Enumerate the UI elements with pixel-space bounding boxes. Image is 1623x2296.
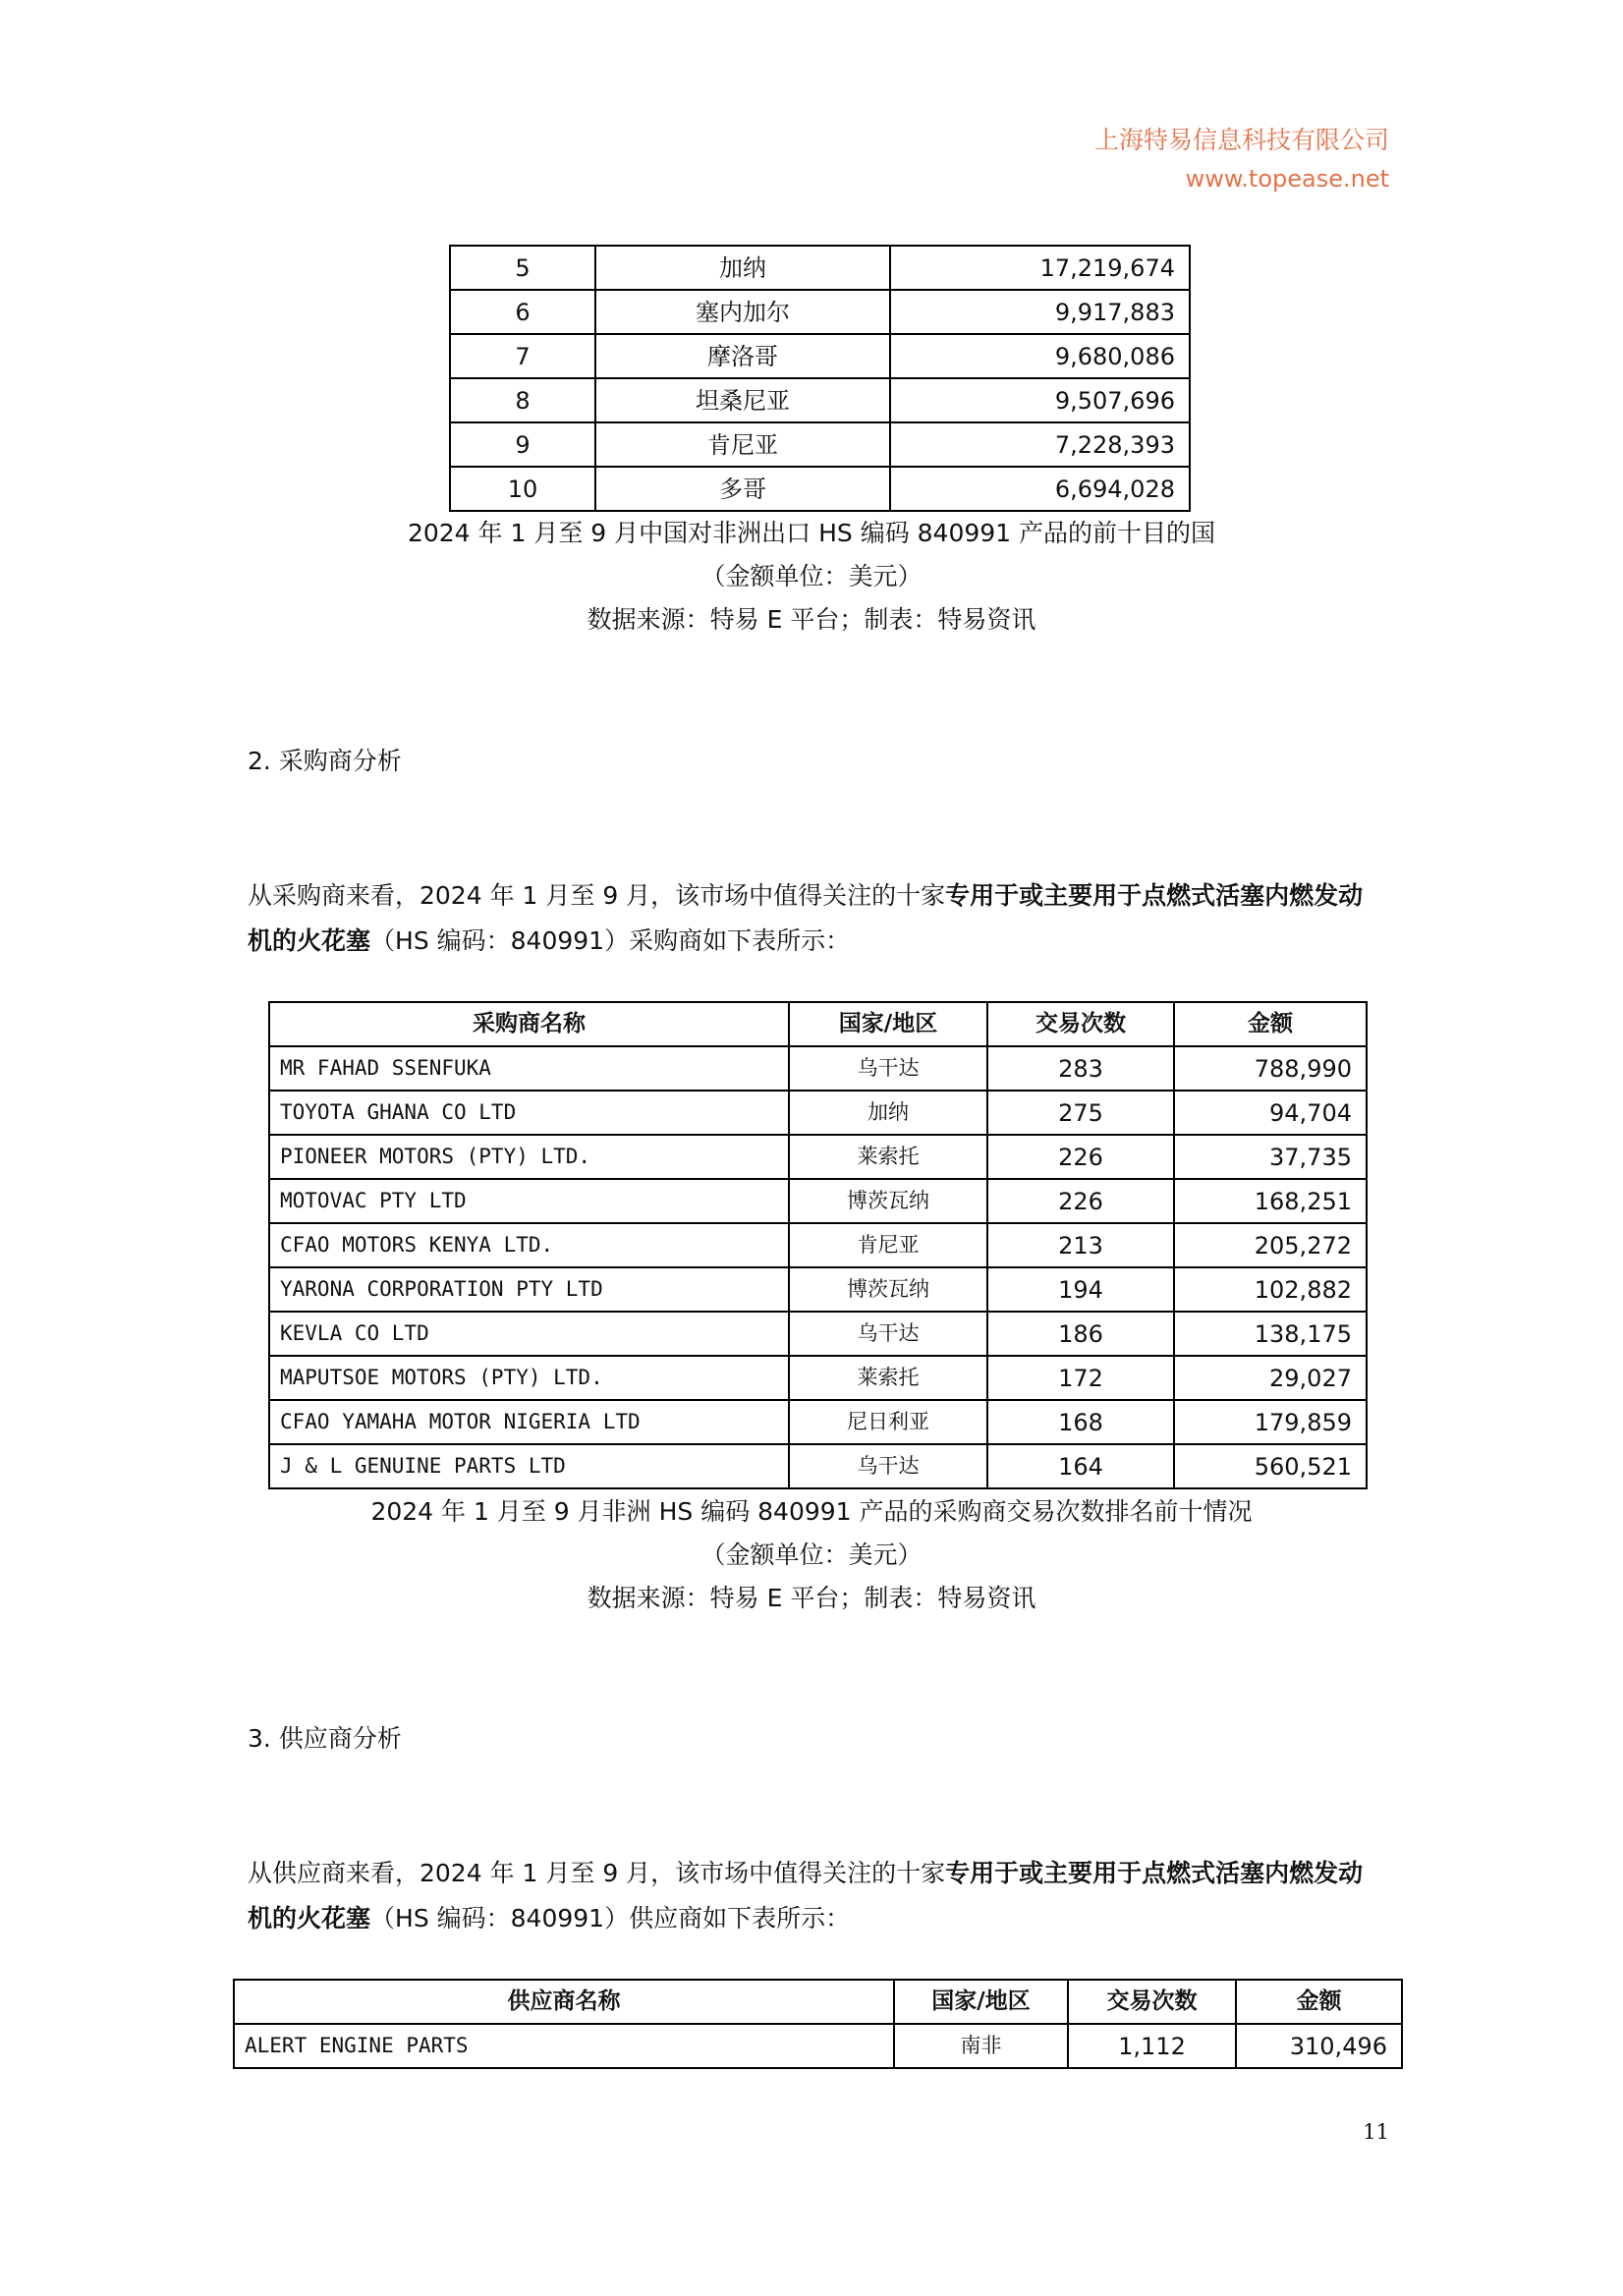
count-cell: 226 xyxy=(987,1135,1174,1179)
table-row xyxy=(269,1135,1367,1179)
rank-cell: 5 xyxy=(450,246,595,290)
amount-cell: 788,990 xyxy=(1174,1046,1367,1091)
count-cell: 275 xyxy=(987,1091,1174,1135)
count-cell: 168 xyxy=(987,1400,1174,1444)
amount-cell: 560,521 xyxy=(1174,1444,1367,1488)
table1-caption: 2024 年 1 月至 9 月中国对非洲出口 HS 编码 840991 产品的前十目的国 xyxy=(407,519,1216,547)
amount-cell: 17,219,674 xyxy=(890,246,1190,290)
col-header-amount: 金额 xyxy=(1174,1002,1367,1046)
country-cell: 莱索托 xyxy=(789,1135,987,1179)
country-cell: 博茨瓦纳 xyxy=(789,1267,987,1312)
page-number: 11 xyxy=(1363,2120,1389,2144)
country-cell: 多哥 xyxy=(595,467,890,511)
header-url: www.topease.net xyxy=(1185,165,1389,193)
amount-cell: 9,680,086 xyxy=(890,334,1190,378)
count-cell: 164 xyxy=(987,1444,1174,1488)
supplier-name-cell: ALERT ENGINE PARTS xyxy=(234,2024,894,2068)
suppliers-table xyxy=(233,1979,1403,2069)
rank-cell: 10 xyxy=(450,467,595,511)
amount-cell: 7,228,393 xyxy=(890,422,1190,467)
country-cell: 乌干达 xyxy=(789,1312,987,1356)
rank-cell: 9 xyxy=(450,422,595,467)
buyer-name-cell: TOYOTA GHANA CO LTD xyxy=(269,1091,789,1135)
buyers-paragraph xyxy=(248,873,1387,964)
country-cell: 加纳 xyxy=(789,1091,987,1135)
table-row xyxy=(234,2024,1402,2068)
table-row xyxy=(269,1179,1367,1223)
amount-cell: 168,251 xyxy=(1174,1179,1367,1223)
table-row xyxy=(450,378,1190,422)
col-header-buyer-name: 采购商名称 xyxy=(269,1002,789,1046)
col-header-count: 交易次数 xyxy=(1068,1980,1236,2024)
rank-cell: 7 xyxy=(450,334,595,378)
count-cell: 194 xyxy=(987,1267,1174,1312)
table-row xyxy=(450,246,1190,290)
buyers-para-text-1: 从采购商来看，2024 年 1 月至 9 月，该市场中值得关注的十家 xyxy=(248,881,946,910)
buyer-name-cell: PIONEER MOTORS (PTY) LTD. xyxy=(269,1135,789,1179)
count-cell: 226 xyxy=(987,1179,1174,1223)
country-cell: 摩洛哥 xyxy=(595,334,890,378)
buyer-name-cell: YARONA CORPORATION PTY LTD xyxy=(269,1267,789,1312)
rank-cell: 8 xyxy=(450,378,595,422)
amount-cell: 6,694,028 xyxy=(890,467,1190,511)
amount-cell: 205,272 xyxy=(1174,1223,1367,1267)
table1-unit: （金额单位：美元） xyxy=(700,562,923,590)
table-row xyxy=(269,1400,1367,1444)
buyers-para-text-2: （HS 编码：840991）采购商如下表所示： xyxy=(370,926,851,955)
amount-cell: 94,704 xyxy=(1174,1091,1367,1135)
col-header-country: 国家/地区 xyxy=(789,1002,987,1046)
col-header-amount: 金额 xyxy=(1236,1980,1402,2024)
suppliers-paragraph xyxy=(248,1851,1387,1941)
count-cell: 186 xyxy=(987,1312,1174,1356)
amount-cell: 102,882 xyxy=(1174,1267,1367,1312)
amount-cell: 138,175 xyxy=(1174,1312,1367,1356)
country-cell: 坦桑尼亚 xyxy=(595,378,890,422)
buyer-name-cell: J & L GENUINE PARTS LTD xyxy=(269,1444,789,1488)
suppliers-para-text-2: （HS 编码：840991）供应商如下表所示： xyxy=(370,1904,851,1932)
rank-cell: 6 xyxy=(450,290,595,334)
col-header-supplier-name: 供应商名称 xyxy=(234,1980,894,2024)
table-row xyxy=(269,1223,1367,1267)
header-company: 上海特易信息科技有限公司 xyxy=(1093,126,1389,154)
country-cell: 肯尼亚 xyxy=(595,422,890,467)
destination-table xyxy=(449,245,1191,512)
table-row xyxy=(269,1267,1367,1312)
table-row xyxy=(450,334,1190,378)
table-row xyxy=(269,1312,1367,1356)
buyer-name-cell: MOTOVAC PTY LTD xyxy=(269,1179,789,1223)
count-cell: 172 xyxy=(987,1356,1174,1400)
country-cell: 博茨瓦纳 xyxy=(789,1179,987,1223)
table-row xyxy=(269,1046,1367,1091)
buyers-table xyxy=(268,1001,1368,1489)
table-row xyxy=(269,1356,1367,1400)
buyer-name-cell: MR FAHAD SSENFUKA xyxy=(269,1046,789,1091)
count-cell: 1,112 xyxy=(1068,2024,1236,2068)
amount-cell: 37,735 xyxy=(1174,1135,1367,1179)
country-cell: 塞内加尔 xyxy=(595,290,890,334)
buyers-para-product: 专用于或主要用于点燃式活塞内燃发动机的火花塞 xyxy=(248,881,1364,955)
country-cell: 莱索托 xyxy=(789,1356,987,1400)
buyer-name-cell: MAPUTSOE MOTORS (PTY) LTD. xyxy=(269,1356,789,1400)
amount-cell: 179,859 xyxy=(1174,1400,1367,1444)
buyer-name-cell: CFAO MOTORS KENYA LTD. xyxy=(269,1223,789,1267)
amount-cell: 9,507,696 xyxy=(890,378,1190,422)
count-cell: 213 xyxy=(987,1223,1174,1267)
country-cell: 南非 xyxy=(894,2024,1068,2068)
col-header-country: 国家/地区 xyxy=(894,1980,1068,2024)
table-row xyxy=(269,1091,1367,1135)
suppliers-para-product: 专用于或主要用于点燃式活塞内燃发动机的火花塞 xyxy=(248,1859,1364,1932)
amount-cell: 9,917,883 xyxy=(890,290,1190,334)
table-row xyxy=(450,467,1190,511)
table-row xyxy=(450,290,1190,334)
table2-unit: （金额单位：美元） xyxy=(700,1540,923,1569)
table2-source: 数据来源：特易 E 平台；制表：特易资讯 xyxy=(587,1584,1036,1612)
suppliers-para-text-1: 从供应商来看，2024 年 1 月至 9 月，该市场中值得关注的十家 xyxy=(248,1859,946,1887)
section-heading-suppliers: 3. 供应商分析 xyxy=(248,1724,402,1753)
count-cell: 283 xyxy=(987,1046,1174,1091)
section-heading-buyers: 2. 采购商分析 xyxy=(248,747,402,775)
col-header-count: 交易次数 xyxy=(987,1002,1174,1046)
table-row xyxy=(269,1444,1367,1488)
table-row xyxy=(450,422,1190,467)
country-cell: 乌干达 xyxy=(789,1444,987,1488)
buyer-name-cell: CFAO YAMAHA MOTOR NIGERIA LTD xyxy=(269,1400,789,1444)
table2-caption: 2024 年 1 月至 9 月非洲 HS 编码 840991 产品的采购商交易次数排名前十情况 xyxy=(370,1497,1253,1526)
table1-source: 数据来源：特易 E 平台；制表：特易资讯 xyxy=(587,605,1036,634)
country-cell: 肯尼亚 xyxy=(789,1223,987,1267)
country-cell: 加纳 xyxy=(595,246,890,290)
amount-cell: 310,496 xyxy=(1236,2024,1402,2068)
buyer-name-cell: KEVLA CO LTD xyxy=(269,1312,789,1356)
country-cell: 乌干达 xyxy=(789,1046,987,1091)
amount-cell: 29,027 xyxy=(1174,1356,1367,1400)
country-cell: 尼日利亚 xyxy=(789,1400,987,1444)
